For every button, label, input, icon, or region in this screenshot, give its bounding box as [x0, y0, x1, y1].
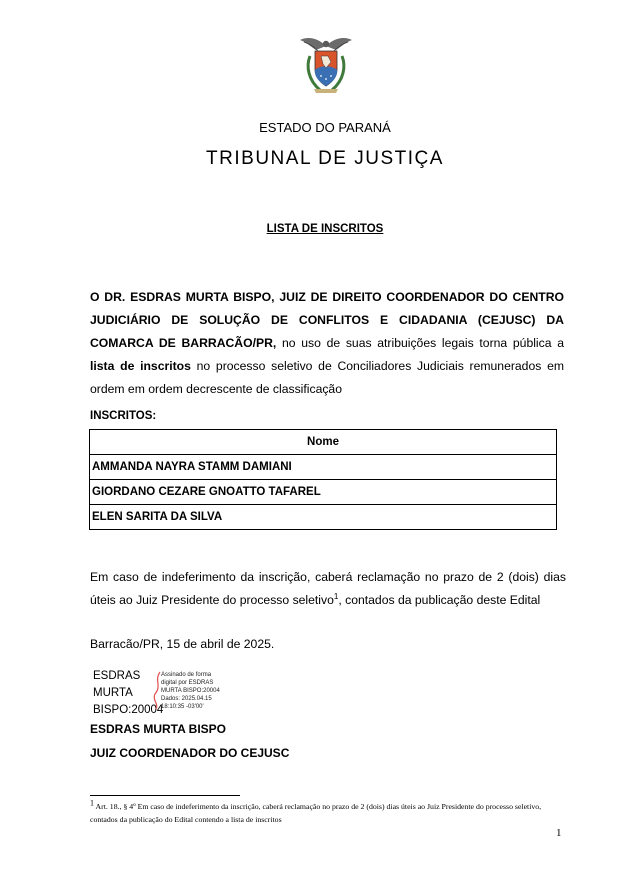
- table-row: [90, 480, 557, 505]
- signature-name-line: BISPO:20004: [93, 704, 164, 716]
- parana-coat-of-arms-icon: [296, 34, 356, 96]
- signature-detail-line: Dados: 2025.04.15: [161, 696, 212, 702]
- list-heading: INSCRITOS:: [90, 410, 157, 422]
- digital-signature-details: [161, 671, 220, 711]
- signature-detail-line: digital por ESDRAS: [161, 680, 214, 686]
- table-cell-name: ELEN SARITA DA SILVA: [90, 505, 557, 530]
- document-title: LISTA DE INSCRITOS: [266, 223, 384, 235]
- intro-text-2: no processo seletivo de Conciliadores Judiciais remunerados em ordem em ordem decrescente de classificação: [90, 359, 564, 396]
- footnote-text: Art. 18., § 4º Em caso de indeferimento da inscrição, caberá reclamação no prazo de 2 (dois) dias úteis ao Juiz Presidente do processo seletivo, contados da publicação do Edital contendo a lista de inscritos: [90, 802, 542, 824]
- intro-paragraph: [90, 286, 564, 401]
- intro-bold-mid: lista de inscritos: [90, 359, 191, 373]
- intro-bold-lead: O DR. ESDRAS MURTA BISPO, JUIZ DE DIREITO COORDENADOR DO CENTRO JUDICIÁRIO DE SOLUÇÃO DE CONFLITOS E CIDADANIA (CEJUSC) DA COMARCA DE BARRACÃO/PR,: [90, 290, 564, 350]
- place-date: Barracão/PR, 15 de abril de 2025.: [90, 637, 275, 651]
- signature-detail-line: Assinado de forma: [161, 672, 212, 678]
- appeal-text-2: , contados da publicação deste Edital: [338, 593, 541, 607]
- signer-name: ESDRAS MURTA BISPO: [90, 722, 227, 736]
- table-row: [90, 505, 557, 530]
- court-name: TRIBUNAL DE JUSTIÇA: [206, 148, 444, 169]
- signature-name-line: MURTA: [93, 687, 133, 699]
- footnote-reference[interactable]: 1: [333, 591, 339, 601]
- signature-detail-line: MURTA BISPO:20004: [161, 688, 220, 694]
- table-cell-name: GIORDANO CEZARE GNOATTO TAFAREL: [90, 480, 557, 505]
- footnote: [90, 800, 570, 826]
- table-row: [90, 455, 557, 480]
- table-header-row: [90, 430, 557, 455]
- page-number: 1: [556, 827, 562, 839]
- signer-role: JUIZ COORDENADOR DO CEJUSC: [90, 746, 290, 760]
- table-cell-name: AMMANDA NAYRA STAMM DAMIANI: [90, 455, 557, 480]
- appeal-paragraph: [90, 566, 566, 612]
- signature-name-line: ESDRAS: [93, 670, 141, 682]
- signature-detail-line: 18:10:35 -03'00': [161, 704, 204, 710]
- state-name: ESTADO DO PARANÁ: [259, 120, 391, 135]
- appeal-text-1: Em caso de indeferimento da inscrição, caberá reclamação no prazo de 2 (dois) dias úteis ao Juiz Presidente do processo seletivo: [90, 570, 566, 607]
- intro-text-1: no uso de suas atribuições legais torna pública a: [276, 336, 564, 350]
- applicants-table: [89, 429, 557, 530]
- footnote-number: 1: [90, 798, 94, 808]
- table-header-name: Nome: [90, 430, 557, 455]
- footnote-divider: [90, 795, 240, 796]
